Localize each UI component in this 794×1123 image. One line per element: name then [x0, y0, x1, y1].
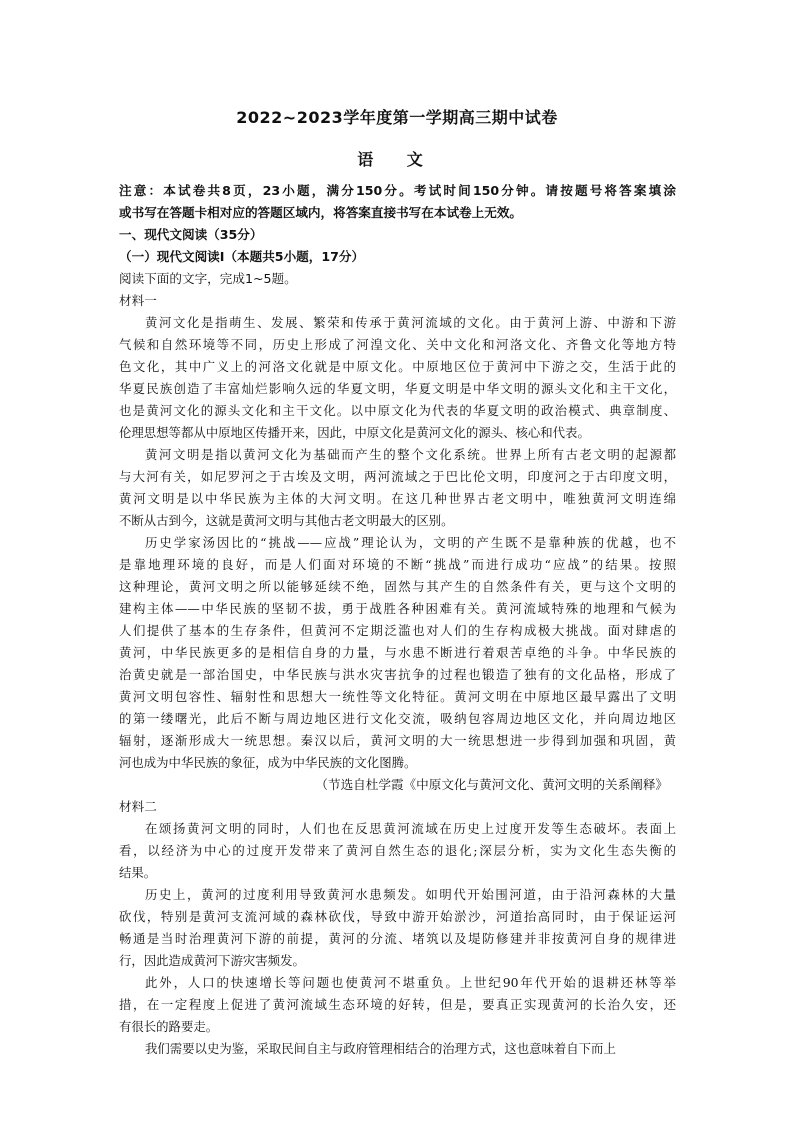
paragraph-line: 砍伐，特别是黄河支流河域的森林砍伐，导致中游开始淤沙，河道抬高同时，由于保证运河	[119, 909, 676, 924]
paragraph-line: 畅通是当时治理黄河下游的前提，黄河的分流、堵筑以及堤防修建并非按黄河自身的规律进	[119, 931, 676, 946]
paragraph-line: 历史学家汤因比的“挑战——应战”理论认为，文明的产生既不是靠种族的优越，也不	[145, 535, 676, 550]
paragraph-line: 华夏民族创造了丰富灿烂影响久远的华夏文明，华夏文明是中华文明的源头文化和主干文化，	[119, 381, 676, 396]
paragraph	[119, 818, 676, 884]
paragraph-line: 河也成为中华民族的象征，成为中华民族的文化图腾。	[119, 755, 417, 770]
material-one-heading: 材料一	[119, 293, 157, 308]
paragraph	[119, 312, 676, 444]
paragraph-line: 在颂扬黄河文明的同时，人们也在反思黄河流域在历史上过度开发等生态破坏。表面上	[145, 821, 676, 836]
paragraph-line: 治黄史就是一部治国史，中华民族与洪水灾害抗争的过程也锻造了独有的文化品格，形成了	[119, 667, 676, 682]
exam-body	[119, 180, 676, 1060]
paragraph	[119, 972, 676, 1038]
paragraph-line: 历史上，黄河的过度利用导致黄河水患频发。如明代开始围河道，由于沿河森林的大量	[145, 887, 676, 902]
paragraph-line: 是靠地理环境的良好，而是人们面对环境的不断“挑战”而进行成功“应战”的结果。按照	[119, 557, 676, 572]
section-heading: 一、现代文阅读（35分）	[119, 227, 263, 242]
paragraph-line: 建构主体——中华民族的坚韧不拔，勇于战胜各种困难有关。黄河流域特殊的地理和气候为	[119, 601, 676, 616]
material-two-heading: 材料二	[119, 799, 157, 814]
paragraph-line: 黄河文明是以中华民族为主体的大河文明。在这几种世界古老文明中，唯独黄河文明连绵	[119, 491, 676, 506]
paragraph-line: 也是黄河文化的源头文化和主干文化。以中原文化为代表的华夏文明的政治模式、典章制度、	[119, 403, 676, 418]
subject-title: 语 文	[357, 150, 437, 169]
paragraph	[119, 1038, 676, 1060]
exam-title: 2022~2023学年度第一学期高三期中试卷	[236, 108, 558, 127]
paragraph-line: 行，因此造成黄河下游灾害频发。	[119, 953, 305, 968]
paragraph-line: 与大河有关，如尼罗河之于古埃及文明，两河流域之于巴比伦文明，印度河之于古印度文明，	[119, 469, 676, 484]
paragraph	[119, 444, 676, 532]
paragraph-line: 气候和自然环境等不同，历史上形成了河湟文化、关中文化和河洛文化、齐鲁文化等地方特	[119, 337, 676, 352]
paragraph	[119, 532, 676, 774]
paragraph-line: 的第一缕曙光，此后不断与周边地区进行文化交流，吸纳包容周边地区文化，并向周边地区	[119, 711, 676, 726]
paragraph-line: 黄河，中华民族更多的是相信自身的力量，与水患不断进行着艰苦卓绝的斗争。中华民族的	[119, 645, 676, 660]
paragraph-line: 有很长的路要走。	[119, 1019, 219, 1034]
notice-line: 或书写在答题卡相对应的答题区域内，将答案直接书写在本试卷上无效。	[119, 205, 522, 220]
paragraph-line: 这种理论，黄河文明之所以能够延续不绝，固然与其产生的自然条件有关，更与这个文明的	[119, 579, 676, 594]
paragraph-line: 辐射，逐渐形成大一统思想。秦汉以后，黄河文明的大一统思想进一步得到加强和巩固，黄	[119, 733, 676, 748]
material-two-text	[119, 818, 676, 1060]
paragraph-line: 此外，人口的快速增长等问题也使黄河不堪重负。上世纪90年代开始的退耕还林等举	[145, 975, 676, 990]
paragraph-line: 黄河文化是指萌生、发展、繁荣和传承于黄河流域的文化。由于黄河上游、中游和下游	[145, 315, 676, 330]
paragraph-line: 黄河文明包容性、辐射性和思想大一统性等文化特征。黄河文明在中原地区最早露出了文明	[119, 689, 676, 704]
paragraph	[119, 884, 676, 972]
paragraph-line: 措，在一定程度上促进了黄河流域生态环境的好转，但是，要真正实现黄河的长治久安，还	[119, 997, 676, 1012]
paragraph-line: 不断从古到今，这就是黄河文明与其他古老文明最大的区别。	[119, 513, 454, 528]
material-one-source: （节选自杜学霞《中原文化与黄河文化、黄河文明的关系阐释》	[315, 777, 668, 792]
subsection-heading: （一）现代文阅读Ⅰ（本题共5小题，17分）	[119, 249, 365, 264]
paragraph-line: 色文化，其中广义上的河洛文化就是中原文化。中原地区位于黄河中下游之交，生活于此的	[119, 359, 676, 374]
paragraph-line: 伦理思想等都从中原地区传播开来，因此，中原文化是黄河文化的源头、核心和代表。	[119, 425, 590, 440]
paragraph-line: 结果。	[119, 865, 157, 880]
paragraph-line: 人们提供了基本的生存条件，但黄河不定期泛滥也对人们的生存构成极大挑战。面对肆虐的	[119, 623, 676, 638]
paragraph-line: 看，以经济为中心的过度开发带来了黄河自然生态的退化;深层分析，实为文化生态失衡的	[119, 843, 676, 858]
notice-line: 注意：本试卷共8页，23小题，满分150分。考试时间150分钟。请按题号将答案填涂	[119, 183, 676, 198]
reading-instruction: 阅读下面的文字，完成1~5题。	[119, 271, 297, 286]
paragraph-line: 黄河文明是指以黄河文化为基础而产生的整个文化系统。世界上所有古老文明的起源都	[145, 447, 676, 462]
paragraph-line: 我们需要以史为鉴，采取民间自主与政府管理相结合的治理方式，这也意味着自下而上	[145, 1041, 616, 1056]
material-one-text	[119, 312, 676, 774]
